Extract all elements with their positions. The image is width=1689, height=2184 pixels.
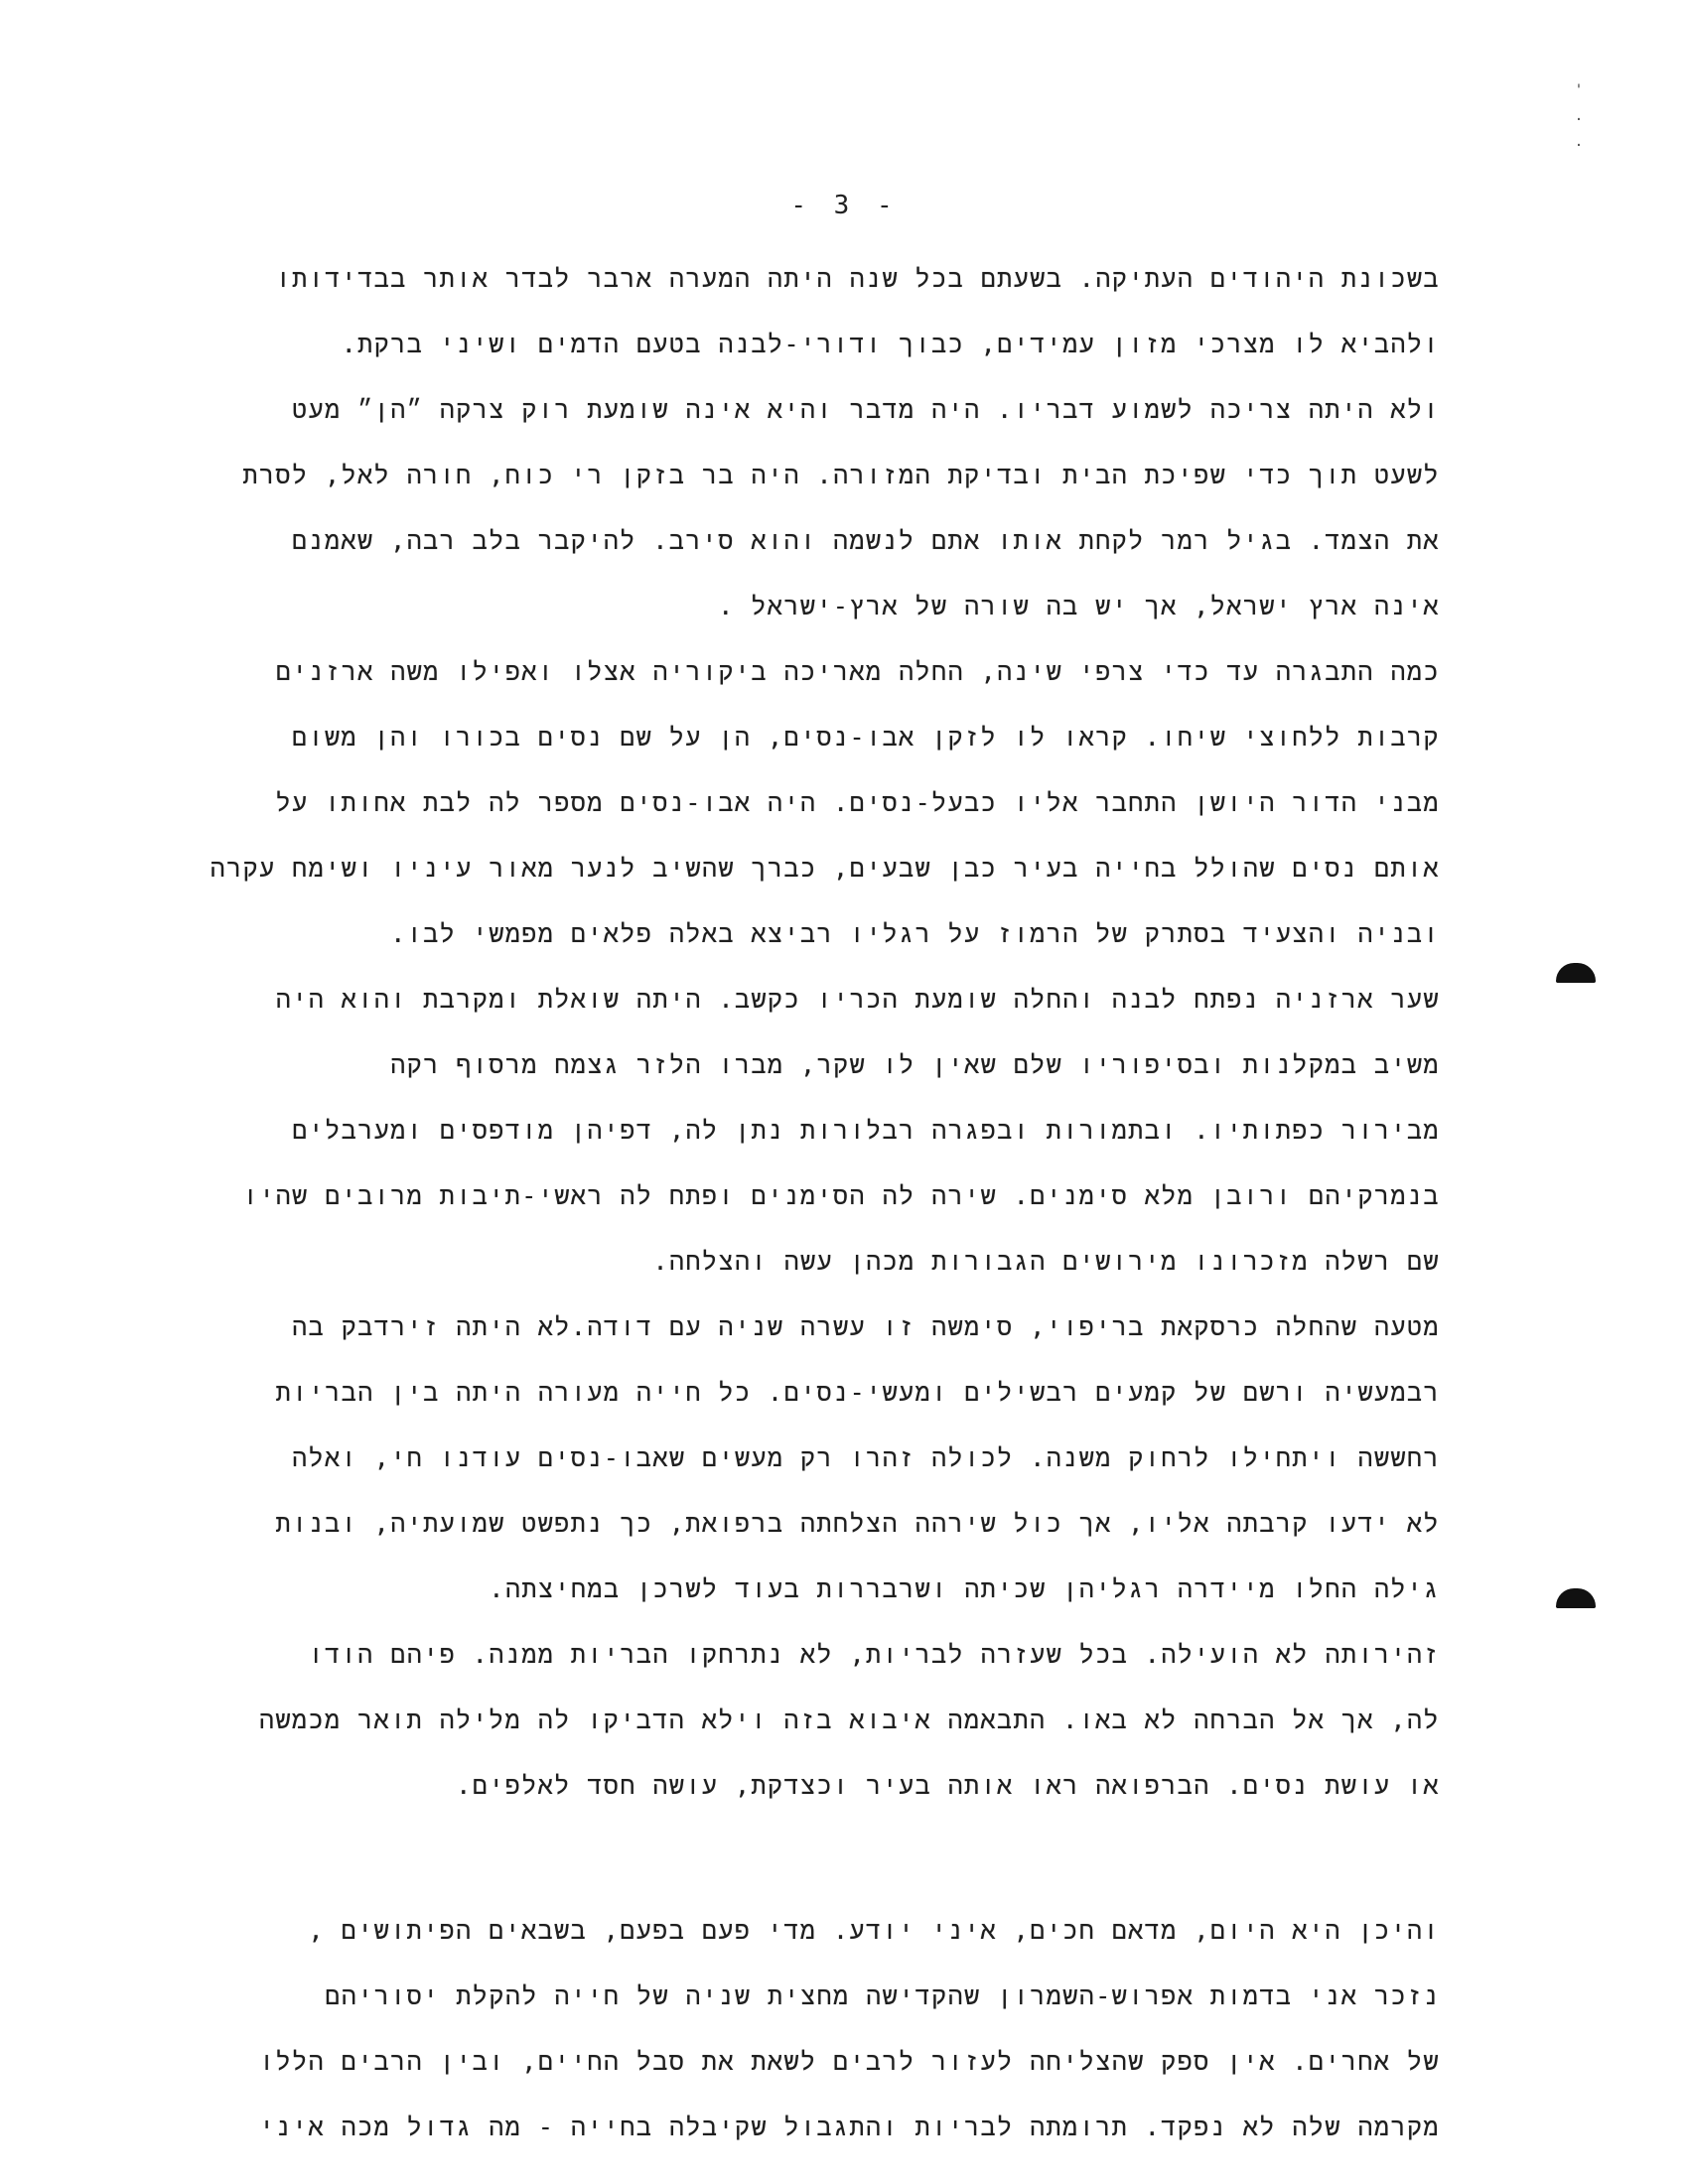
text-line: בשכונת היהודים העתיקה. בשעתם בכל שנה היתה המערה ארבר לבדר אותר בבדידותו xyxy=(275,264,1440,293)
text-line: בנמרקיהם ורובן מלא סימנים. שירה לה הסימנים ופתח לה ראשי-תיבות מרובים שהיו xyxy=(242,1181,1440,1210)
text-line: של אחרים. אין ספק שהצליחה לעזור לרבים לשאת את סבל החיים, ובין הרבים הללו xyxy=(259,2047,1440,2076)
text-line: לשעט תוך כדי שפיכת הבית ובדיקת המזורה. היה בר בזקן רי כוח, חורה לאל, לסרת xyxy=(242,461,1440,489)
text-line: מבירור כפתותיו. ובתמורות ובפגרה רבלורות נתן לה, דפיהן מודפסים ומערבלים xyxy=(292,1116,1440,1145)
paragraph-3 xyxy=(104,967,1440,1295)
text-line: קרבות ללחוצי שיחו. קראו לו לזקן אבו-נסים, הן על שם נסים בכורו והן משום xyxy=(292,723,1440,751)
text-line: רחששה ויתחילו לרחוק משנה. לכולה זהרו רק מעשים שאבו-נסים עודנו חי, ואלה xyxy=(292,1443,1440,1472)
margin-marks xyxy=(1573,77,1585,155)
section-gap xyxy=(104,1819,1440,1898)
paragraph-5 xyxy=(104,1622,1440,1819)
text-line: נזכר אני בדמות אפרוש-השמרון שהקדישה מחצית שניה של חייה להקלת יסוריהם xyxy=(325,1981,1440,2010)
paragraph-4 xyxy=(104,1295,1440,1622)
text-line: ולהביא לו מצרכי מזון עמידים, כבוך ודורי-לבנה בטעם הדמים ושיני ברקת. xyxy=(341,330,1440,358)
text-line: לה, אך אל הברחה לא באו. התבאמה איבוא בזה וילא הדביקו לה מלילה תואר מכמשה xyxy=(259,1706,1440,1734)
text-line: לא ידעו קרבתה אליו, אך כול שירהה הצלחתה ברפואת, כך נתפשט שמועתיה, ובנות xyxy=(275,1509,1440,1538)
margin-mark: ' xyxy=(1574,82,1584,98)
text-line: רבמעשיה ורשם של קמעים רבשילים ומעשי-נסים. כל חייה מעורה היתה בין הבריות xyxy=(275,1378,1440,1407)
punch-hole-mark xyxy=(1556,963,1596,983)
text-line: מטעה שהחלה כרסקאת בריפוי, סימשה זו עשרה שניה עם דודה.לא היתה זירדבק בה xyxy=(292,1312,1440,1341)
punch-hole-mark xyxy=(1556,1588,1596,1608)
text-line: אינה ארץ ישראל, אך יש בה שורה של ארץ-ישראל . xyxy=(718,592,1440,620)
text-line: כמה התבגרה עד כדי צרפי שינה, החלה מאריכה ביקוריה אצלו ואפילו משה ארזנים xyxy=(275,657,1440,686)
text-line: גילה החלו מיידרה רגליהן שכיתה ושרבררות בעוד לשרכן במחיצתה. xyxy=(489,1574,1440,1603)
text-line: ולא היתה צריכה לשמוע דבריו. היה מדבר והיא אינה שומעת רוק צרקה ״הן״ מעט xyxy=(292,395,1440,424)
margin-mark: . xyxy=(1574,134,1584,150)
page-number: - 3 - xyxy=(790,191,899,220)
paragraph-6 xyxy=(104,1898,1440,2160)
paragraph-2 xyxy=(104,639,1440,967)
text-line: או עושת נסים. הברפואה ראו אותה בעיר וכצדקת, עושה חסד לאלפים. xyxy=(456,1771,1440,1800)
margin-mark: . xyxy=(1574,108,1584,124)
text-line: אותם נסים שהולל בחייה בעיר כבן שבעים, כברך שהשיב לנער מאור עיניו ושימח עקרה xyxy=(210,854,1440,883)
text-line: מקרמה שלה לא נפקד. תרומתה לבריות והתגבול שקיבלה בחייה - מה גדול מכה איני xyxy=(259,2113,1440,2141)
text-line: משיב במקלנות ובסיפוריו שלם שאין לו שקר, מברו הלזר גצמח מרסוף רקה xyxy=(390,1050,1440,1079)
text-line: והיכן היא היום, מדאם חכים, איני יודע. מדי פעם בפעם, בשבאים הפיתושים , xyxy=(308,1916,1440,1945)
text-line: ובניה והצעיד בסתרק של הרמוז על רגליו רביצא באלה פלאים מפמשי לבו. xyxy=(390,919,1440,948)
text-line: זהירותה לא הועילה. בכל שעזרה לבריות, לא נתרחקו הבריות ממנה. פיהם הודו xyxy=(308,1640,1440,1669)
paragraph-1 xyxy=(104,246,1440,639)
text-line: מבני הדור היושן התחבר אליו כבעל-נסים. היה אבו-נסים מספר לה לבת אחותו על xyxy=(275,788,1440,817)
text-line: שם רשלה מזכרונו מירושים הגבורות מכהן עשה והצלחה. xyxy=(652,1247,1440,1276)
document-body xyxy=(104,246,1440,2160)
text-line: את הצמד. בגיל רמר לקחת אותו אתם לנשמה והוא סירב. להיקבר בלב רבה, שאמנם xyxy=(292,526,1440,555)
text-line: שער ארזניה נפתח לבנה והחלה שומעת הכריו כקשב. היתה שואלת ומקרבת והוא היה xyxy=(275,985,1440,1014)
